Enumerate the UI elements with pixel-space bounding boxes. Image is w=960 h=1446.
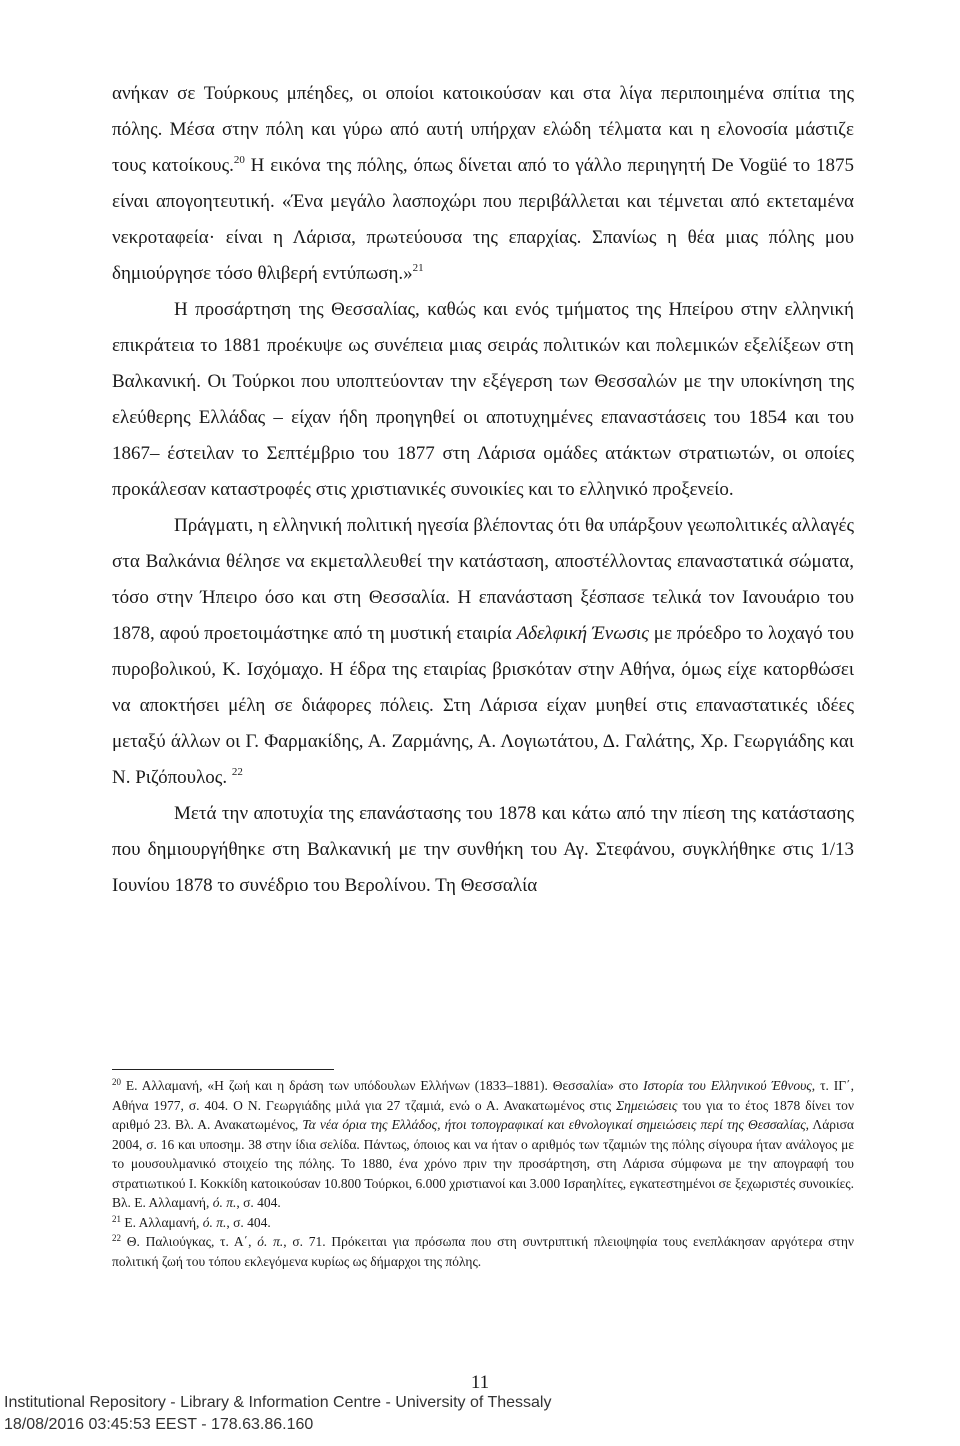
footnote-text: Θ. Παλιούγκας, τ. Α΄, bbox=[121, 1234, 258, 1249]
repository-watermark bbox=[4, 1392, 551, 1436]
footnote-emphasis: Ιστορία του Ελληνικού Έθνους bbox=[643, 1078, 812, 1093]
paragraph-3-text-b: με πρόεδρο το λοχαγό του πυροβολικού, Κ. Ισχόμαχο. Η έδρα της εταιρίας βρισκόταν στην Αθήνα, όμως είχε κατορθώσει να αποκτήσει μέλη σε διάφορες πόλεις. Στη Λάρισα είχαν μυηθεί στις επαναστατικές ιδέες μεταξύ άλλων οι Γ. Φαρμακίδης, Α. Ζαρμάνης, Α. Λογιωτάτου, Δ. Γαλάτης, Χρ. Γεωργιάδης και Ν. Ριζόπουλος. bbox=[112, 623, 854, 788]
repository-name: Institutional Repository - Library & Information Centre - University of Thessaly bbox=[4, 1394, 552, 1411]
paragraph-3-text-a: Πράγματι, η ελληνική πολιτική ηγεσία βλέποντας ότι θα υπάρξουν γεωπολιτικές αλλαγές στα Βαλκάνια θέλησε να εκμεταλλευθεί την κατάσταση, αποστέλλοντας επαναστατικά σώματα, τόσο στην Ήπειρο όσο και στη Θεσσαλία. Η επανάσταση ξέσπασε τελικά τον Ιανουάριο του 1878, αφού προετοιμάστηκε από τη μυστική εταιρία bbox=[112, 515, 854, 644]
footnote-number: 21 bbox=[112, 1213, 121, 1224]
paragraph-1 bbox=[112, 76, 854, 292]
footnote-emphasis: ό. π. bbox=[257, 1234, 284, 1249]
footnote-text: , Λάρισα 2004, σ. 16 και υποσημ. 38 στην ίδια σελίδα. Πάντως, όποιος και να ήταν ο αριθμός των τζαμιών της πόλης σίγουρα ήταν ανάλογος με το μουσουλμανικό στοιχείο της πόλης. Το 1880, ένα χρόνο πριν την προσάρτηση, στη Λάρισα σύμφωνα με την απογραφή του στρατιωτικού Ι. Κοκκίδη κατοικούσαν 10.800 Τούρκοι, 6.000 χριστιανοί και 3.000 Ισραηλίτες, εγκατεστημένοι σε ξεχωριστές συνοικίες. Βλ. Ε. Αλλαμανή, bbox=[112, 1117, 854, 1210]
footnote-22 bbox=[112, 1232, 854, 1271]
footnote-text: , σ. 404. bbox=[236, 1195, 281, 1210]
footnote-number: 22 bbox=[112, 1233, 121, 1243]
paragraph-2: Η προσάρτηση της Θεσσαλίας, καθώς και ενός τμήματος της Ηπείρου στην ελληνική επικράτεια το 1881 προέκυψε ως συνέπεια μιας σειράς πολιτικών και πολεμικών εξελίξεων στη Βαλκανική. Οι Τούρκοι που υποπτεύονταν την εξέγερση των Θεσσαλών με την υποκίνηση της ελεύθερης Ελλάδας – είχαν ήδη προηγηθεί οι αποτυχημένες επαναστάσεις του 1854 και του 1867– έστειλαν το Σεπτέμβριο του 1877 στη Λάρισα ομάδες ατάκτων στρατιωτών, οι οποίες προκάλεσαν καταστροφές στις χριστιανικές συνοικίες και το ελληνικό προξενείο. bbox=[112, 299, 854, 500]
footnote-ref-21[interactable]: 21 bbox=[412, 262, 424, 274]
footnote-text: , τ. ΙΓ΄, Αθήνα 1977, σ. 404. Ο Ν. Γεωργιάδης μιλά για 27 τζαμιά, ενώ ο Α. Ανακατωμένος στις bbox=[112, 1078, 854, 1113]
footnote-number: 20 bbox=[112, 1077, 121, 1087]
footnote-separator bbox=[112, 1069, 334, 1070]
paragraph-3 bbox=[112, 508, 854, 796]
paragraph-1-text-b: Η εικόνα της πόλης, όπως δίνεται από το γάλλο περιηγητή De Vogüé το 1875 είναι απογοητευτική. «Ένα μεγάλο λασποχώρι που περιβάλλεται και τέμνεται από εκτεταμένα νεκροταφεία· είναι η Λάρισα, πρωτεύουσα της επαρχίας. Σπανίως η θέα μιας πόλης μου δημιούργησε τόσο θλιβερή εντύπωση.» bbox=[112, 155, 854, 284]
footnote-text: Ε. Αλλαμανή, bbox=[121, 1214, 203, 1230]
main-text bbox=[112, 76, 854, 904]
paragraph-1-text-a: ανήκαν σε Τούρκους μπέηδες, οι οποίοι κατοικούσαν και στα λίγα περιποιημένα σπίτια της πόλης. Μέσα στην πόλη και γύρω από αυτή υπήρχαν ελώδη τέλματα και η ελονοσία μάστιζε τους κατοίκους. bbox=[112, 83, 854, 176]
society-name-emphasis: Αδελφική Ένωσις bbox=[516, 623, 649, 644]
paragraph-4: Μετά την αποτυχία της επανάστασης του 1878 και κάτω από την πίεση της κατάστασης που δημιουργήθηκε στη Βαλκανική με την συνθήκη του Αγ. Στεφάνου, συγκλήθηκε στις 1/13 Ιουνίου 1878 το συνέδριο του Βερολίνου. Τη Θεσσαλία bbox=[112, 803, 854, 896]
footnote-emphasis: ό. π. bbox=[202, 1214, 227, 1230]
footnote-ref-22[interactable]: 22 bbox=[231, 766, 243, 778]
footnote-21 bbox=[112, 1213, 854, 1233]
page-number: 11 bbox=[470, 1372, 490, 1393]
footnote-emphasis: ό. π. bbox=[212, 1195, 237, 1210]
footnote-ref-20[interactable]: 20 bbox=[233, 154, 245, 166]
footnote-20 bbox=[112, 1076, 854, 1213]
footnote-text: , σ. 71. Πρόκειται για πρόσωπα που στη συντριπτική πλειοψηφία τους ενεπλάκησαν αργότερα στην πολιτική ζωή του τόπου εκλεγόμενα κυρίως ως δήμαρχοι της πόλης. bbox=[112, 1234, 855, 1269]
footnote-text: , σ. 404. bbox=[226, 1214, 271, 1230]
footnote-text: του για το έτος 1878 δίνει τον αριθμό 23. Βλ. Α. Ανακατωμένος, bbox=[112, 1097, 854, 1132]
footnote-text: Ε. Αλλαμανή, «Η ζωή και η δράση των υπόδουλων Ελλήνων (1833–1881). Θεσσαλία» στο bbox=[121, 1078, 644, 1093]
footnotes bbox=[112, 1076, 854, 1271]
footnote-emphasis: Σημειώσεις bbox=[616, 1097, 678, 1113]
repository-timestamp: 18/08/2016 03:45:53 EEST - 178.63.86.160 bbox=[4, 1416, 314, 1433]
footnote-emphasis: Τα νέα όρια της Ελλάδος, ήτοι τοπογραφικαί και εθνολογικαί σημειώσεις περί της Θεσσαλίας bbox=[302, 1117, 806, 1132]
